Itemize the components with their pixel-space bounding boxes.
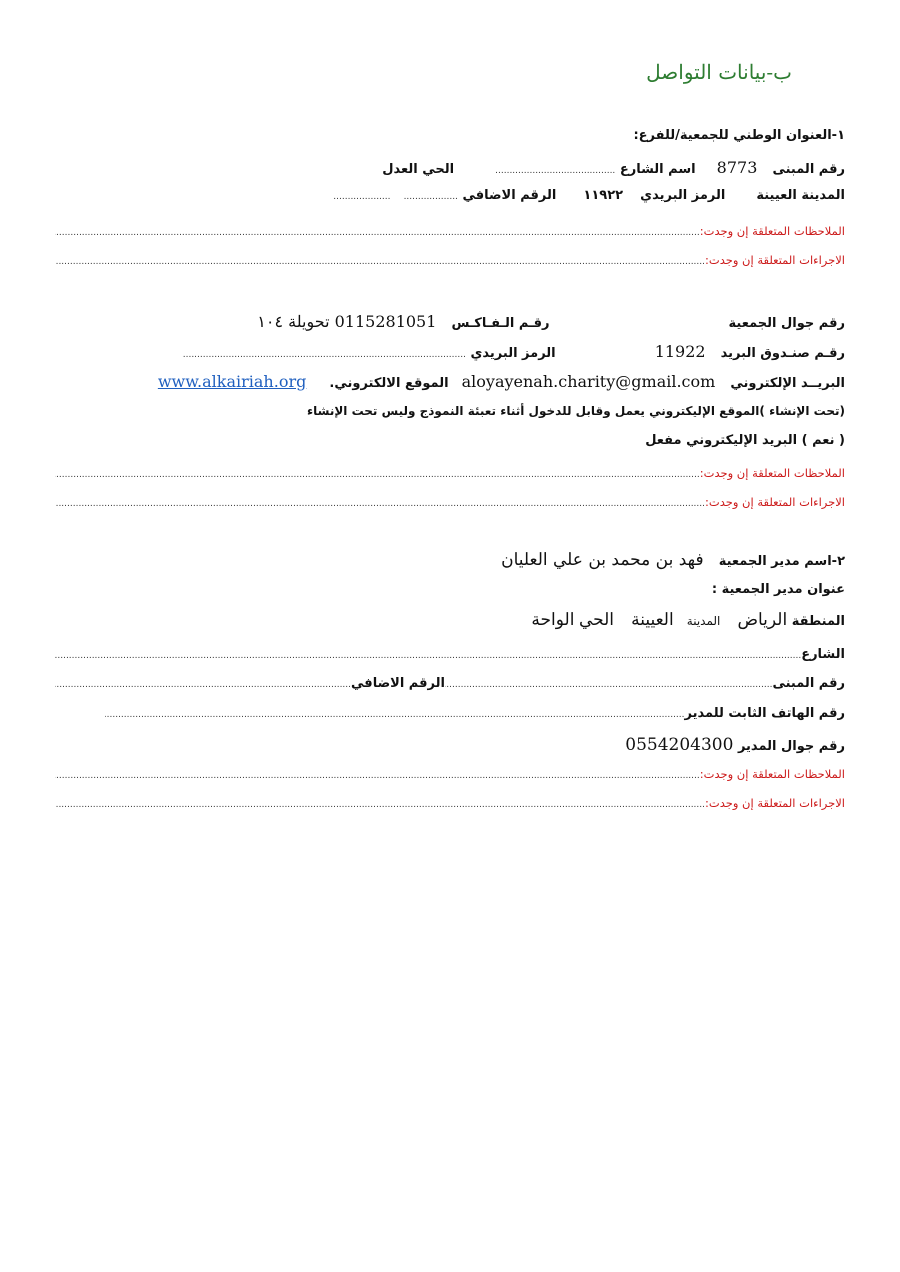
actions-label: الاجراءات المتعلقة إن وجدت: xyxy=(705,253,845,267)
address-row-1 xyxy=(382,158,845,177)
notes-label: الملاحظات المتعلقة إن وجدت: xyxy=(699,767,845,781)
website-link[interactable]: www.alkairiah.org xyxy=(157,372,307,391)
manager-mobile-label: رقم جوال المدير xyxy=(737,739,845,754)
address-actions-row xyxy=(55,253,845,267)
street-label: اسم الشارع xyxy=(619,162,696,177)
manager-landline-row xyxy=(55,706,845,721)
manager-name-row xyxy=(501,550,845,570)
manager-landline-label: رقم الهاتف الثابت للمدير xyxy=(684,706,845,721)
manager-extra-dots xyxy=(55,676,351,691)
manager-street-row xyxy=(55,647,845,662)
actions-dots xyxy=(55,253,705,267)
notes-label: الملاحظات المتعلقة إن وجدت: xyxy=(699,224,845,238)
manager-street-dots xyxy=(55,647,801,662)
manager-mobile-value: 0554204300 xyxy=(625,735,734,755)
email-label: البريــد الإلكتروني xyxy=(730,376,845,391)
postal-label: الرمز البريدي xyxy=(640,188,726,203)
actions-dots xyxy=(55,495,705,509)
extra-number-dots-2: .................... xyxy=(333,192,391,202)
manager-district-value: الواحة xyxy=(531,610,575,630)
notes-label: الملاحظات المتعلقة إن وجدت: xyxy=(699,466,845,480)
extra-number-dots: ................... xyxy=(403,192,458,202)
manager-city-value: العيينة xyxy=(631,610,674,630)
manager-street-label: الشارع xyxy=(801,647,845,662)
building-label: رقم المبنى xyxy=(772,162,845,177)
manager-building-lead xyxy=(445,676,741,691)
manager-name-label: ٢-اسم مدير الجمعية xyxy=(718,554,845,569)
manager-building-row xyxy=(55,676,845,691)
section-title: ب-بيانات التواصل xyxy=(646,60,792,84)
manager-building-dots: ........... xyxy=(740,680,773,690)
district-value: الحي العدل xyxy=(382,162,455,177)
notes-dots xyxy=(55,224,700,238)
website-label: الموقع الالكتروني. xyxy=(329,376,449,391)
contact-row-3 xyxy=(158,372,845,391)
address-row-2 xyxy=(333,188,845,203)
manager-district-label: الحي xyxy=(578,610,615,630)
manager-building-label: رقم المبنى xyxy=(772,676,845,691)
fax-value: 0115281051 تحويلة ١٠٤ xyxy=(257,312,437,331)
manager-landline-dots xyxy=(105,706,685,721)
manager-extra-label: الرقم الاضافي xyxy=(351,676,445,691)
contact-row-2 xyxy=(183,342,845,361)
actions-dots xyxy=(55,796,705,810)
postal-code-label: الرمز البريدي xyxy=(470,346,556,361)
notes-dots xyxy=(55,767,700,781)
fax-label: رقـم الـفـاكـس xyxy=(451,316,550,331)
street-dots: .......................................... xyxy=(495,166,616,176)
actions-label: الاجراءات المتعلقة إن وجدت: xyxy=(705,796,845,810)
contact-row-1 xyxy=(257,312,845,331)
pobox-value: 11922 xyxy=(654,342,706,361)
email-value[interactable]: aloyayenah.charity@gmail.com xyxy=(461,372,716,391)
address-notes-row xyxy=(55,224,845,238)
manager-actions-row xyxy=(55,796,845,810)
manager-name-value: فهد بن محمد بن علي العليان xyxy=(501,550,704,570)
region-label: المنطقة xyxy=(791,614,845,629)
manager-notes-row xyxy=(55,767,845,781)
postal-code-dots: ................................................................................................... xyxy=(182,350,466,360)
national-address-heading: ١-العنوان الوطني للجمعية/للفرع: xyxy=(633,128,845,143)
email-active-note: ( نعم ) البريد الإليكتروني مفعل xyxy=(645,433,845,448)
city-value: المدينة العيينة xyxy=(756,188,845,203)
manager-city-label: المدينة xyxy=(686,614,721,628)
actions-label: الاجراءات المتعلقة إن وجدت: xyxy=(705,495,845,509)
postal-value: ١١٩٢٢ xyxy=(583,188,624,203)
pobox-label: رقـم صنـدوق البريد xyxy=(720,346,845,361)
notes-dots xyxy=(55,466,700,480)
association-mobile-label: رقم جوال الجمعية xyxy=(728,316,845,331)
region-value: الرياض xyxy=(737,610,788,630)
contact-notes-row xyxy=(55,466,845,480)
manager-mobile-row xyxy=(625,735,845,755)
manager-address-row xyxy=(531,610,845,630)
manager-address-heading: عنوان مدير الجمعية : xyxy=(711,582,845,597)
construction-note: (تحت الإنشاء )الموقع الإليكتروني يعمل وقابل للدخول أثناء تعبئة النموذج وليس تحت الإنشاء xyxy=(307,404,845,418)
contact-actions-row xyxy=(55,495,845,509)
building-value: 8773 xyxy=(716,158,758,177)
extra-number-label: الرقم الاضافي xyxy=(462,188,557,203)
